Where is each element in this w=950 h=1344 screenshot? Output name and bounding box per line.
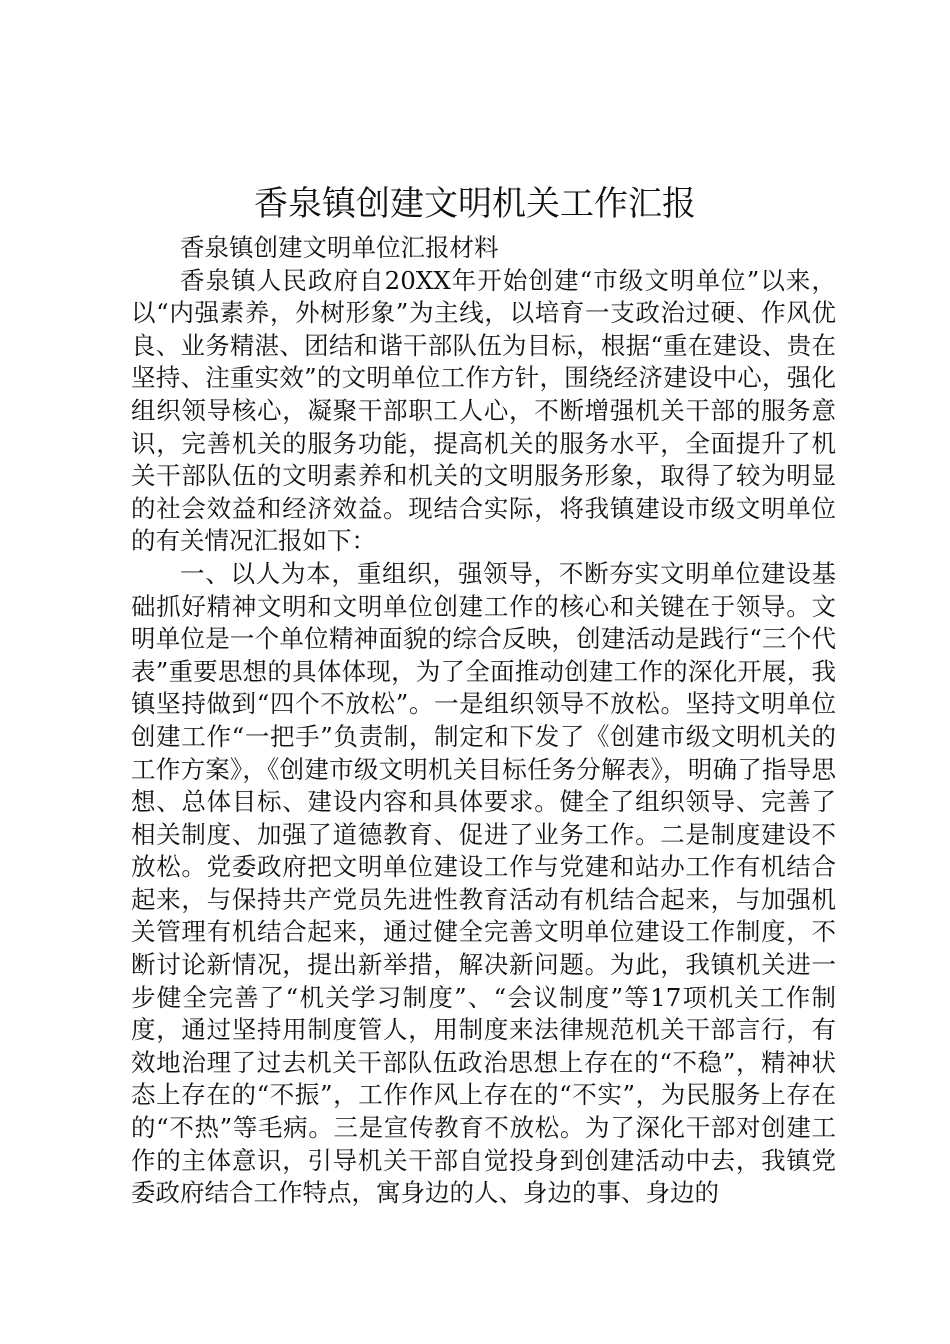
paragraph-section-one: 一、以人为本，重组织，强领导，不断夯实文明单位建设基础抓好精神文明和文明单位创建工作的核心和关键在于领导。文明单位是一个单位精神面貌的综合反映，创建活动是践行“三个代表”重要思想的具体体现，为了全面推动创建工作的深化开展，我镇坚持做到“四个不放松”。一是组织领导不放松。坚持文明单位创建工作“一把手”负责制，制定和下发了《创建市级文明机关的工作方案》，《创建市级文明机关目标任务分解表》，明确了指导思想、总体目标、建设内容和具体要求。健全了组织领导、完善了相关制度、加强了道德教育、促进了业务工作。二是制度建设不放松。党委政府把文明单位建设工作与党建和站办工作有机结合起来，与保持共产党员先进性教育活动有机结合起来，与加强机关管理有机结合起来，通过健全完善文明单位建设工作制度，不断讨论新情况，提出新举措，解决新问题。为此，我镇机关进一步健全完善了“机关学习制度”、“会议制度”等17项机关工作制度，通过坚持用制度管人，用制度来法律规范机关干部言行，有效地治理了过去机关干部队伍政治思想上存在的“不稳”，精神状态上存在的“不振”，工作作风上存在的“不实”，为民服务上存在的“不热”等毛病。三是宣传教育不放松。为了深化干部对创建工作的主体意识，引导机关干部自觉投身到创建活动中去，我镇党委政府结合工作特点，寓身边的人、身边的事、身边的 — [131, 558, 836, 1208]
paragraph-subtitle: 香泉镇创建文明单位汇报材料 — [180, 233, 499, 262]
document-title: 香泉镇创建文明机关工作汇报 — [254, 184, 696, 224]
document-body — [131, 232, 836, 1210]
paragraph-intro: 香泉镇人民政府自20XX年开始创建“市级文明单位”以来，以“内强素养，外树形象”为主线，以培育一支政治过硬、作风优良、业务精湛、团结和谐干部队伍为目标，根据“重在建设、贵在坚持、注重实效”的文明单位工作方针，围绕经济建设中心，强化组织领导核心，凝聚干部职工人心，不断增强机关干部的服务意识，完善机关的服务功能，提高机关的服务水平，全面提升了机关干部队伍的文明素养和机关的文明服务形象，取得了较为明显的社会效益和经济效益。现结合实际，将我镇建设市级文明单位的有关情况汇报如下： — [131, 265, 836, 556]
